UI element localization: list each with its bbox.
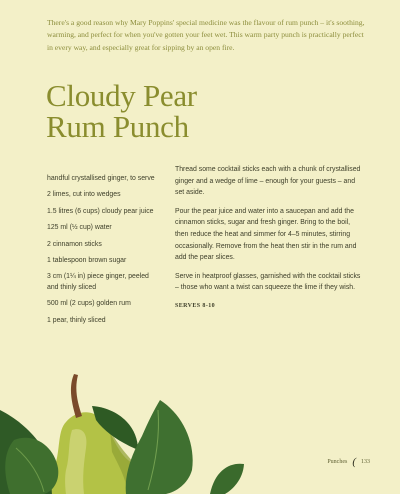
ingredient-item: 1 pear, thinly sliced	[47, 316, 106, 324]
ingredients-list	[47, 174, 159, 332]
ingredient-item: 500 ml (2 cups) golden rum	[47, 300, 131, 308]
recipe-title	[46, 80, 197, 142]
ingredient-item: 125 ml (½ cup) water	[47, 224, 112, 232]
method-step: Pour the pear juice and water into a saucepan and add the cinnamon sticks, sugar and fresh ginger. Bring to the boil, then reduce the heat and simmer for 4–5 minutes, stirring occasionally. Remove from the heat then stir in the rum and add the pear slices.	[175, 207, 357, 262]
title-line-2: Rum Punch	[46, 109, 189, 144]
ingredient-item: 1 tablespoon brown sugar	[47, 257, 127, 265]
footer-ornament-icon: (	[352, 456, 356, 468]
ingredient-item: 2 limes, cut into wedges	[47, 191, 121, 199]
page-footer	[327, 456, 370, 468]
method-step: Thread some cocktail sticks each with a chunk of crystallised ginger and a wedge of lime – enough for your guests – and set aside.	[175, 166, 361, 197]
intro-paragraph: There's a good reason why Mary Poppins' special medicine was the flavour of rum punch – it's soothing, warming, and perfect for when you've gotten your feet wet. This warm party punch is practically perfect in every way, and especially great for sipping by an open fire.	[47, 18, 365, 52]
ingredient-item: 2 cinnamon sticks	[47, 240, 102, 248]
pear-stem	[71, 374, 82, 418]
ingredient-item: 1.5 litres (6 cups) cloudy pear juice	[47, 207, 154, 215]
ingredient-item: 3 cm (1¼ in) piece ginger, peeled and thinly sliced	[47, 273, 149, 291]
method-step: Serve in heatproof glasses, garnished with the cocktail sticks – those who want a twist can squeeze the lime if they wish.	[175, 272, 361, 292]
leaf-right-back	[210, 464, 244, 494]
pear-illustration	[0, 370, 260, 494]
serves-label: SERVES 8-10	[175, 302, 216, 309]
page-number: 133	[361, 459, 370, 465]
ingredient-item: handful crystallised ginger, to serve	[47, 175, 155, 182]
title-line-1: Cloudy Pear	[46, 78, 197, 113]
section-name: Punches	[327, 459, 348, 465]
method-section	[175, 164, 361, 313]
